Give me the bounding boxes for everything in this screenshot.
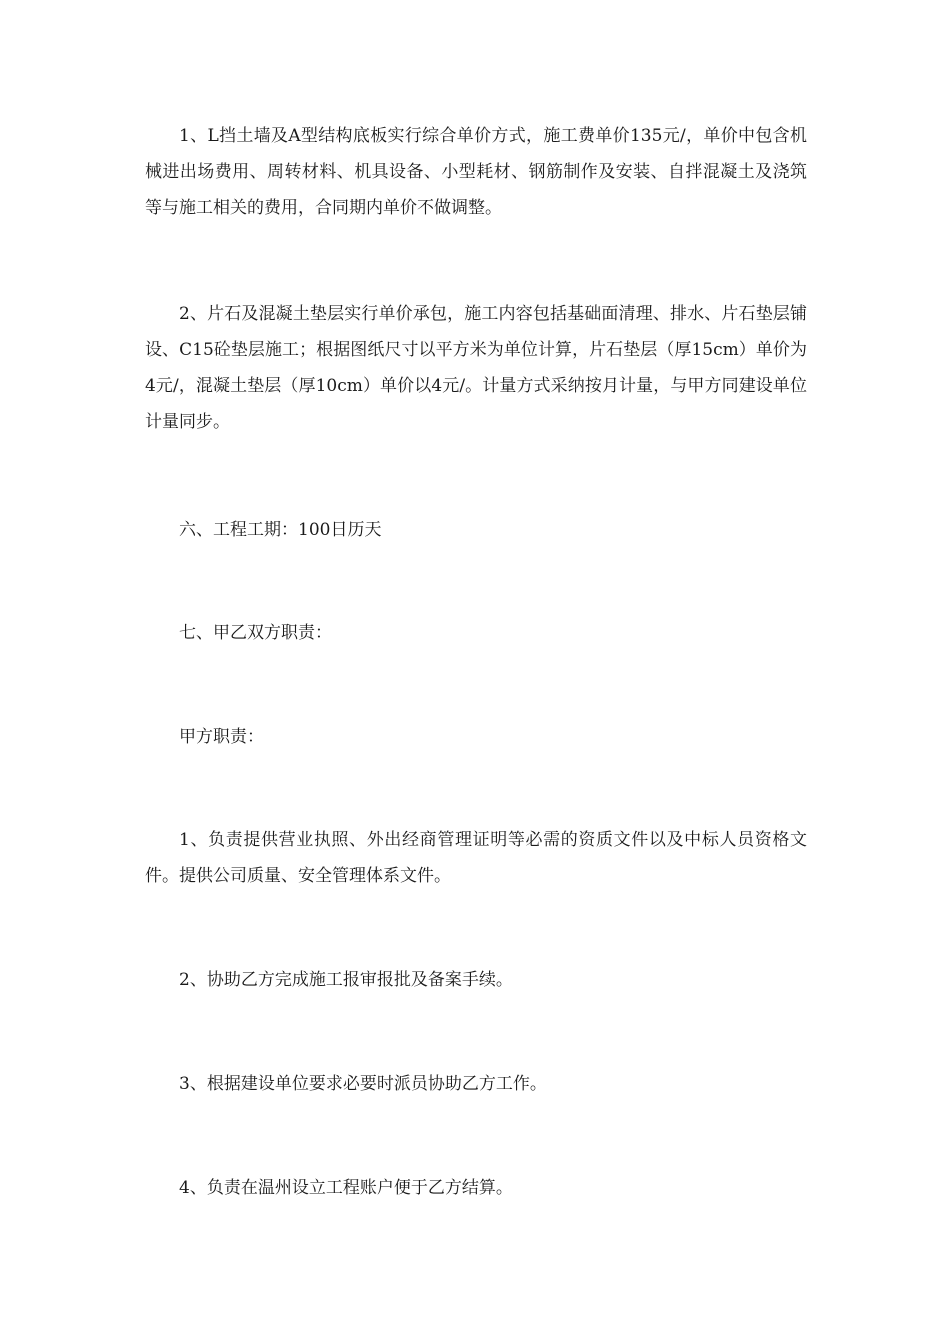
section-construction-period: 六、工程工期：100日历天 (179, 520, 382, 540)
party-a-duty-1: 1、负责提供营业执照、外出经商管理证明等必需的资质文件以及中标人员资格文件。提供公司质量、安全管理体系文件。 (145, 830, 807, 886)
paragraph-unit-price-retaining-wall: 1、L挡土墙及A型结构底板实行综合单价方式，施工费单价135元/，单价中包含机械进出场费用、周转材料、机具设备、小型耗材、钢筋制作及安装、自拌混凝土及浇筑等与施工相关的费用，合同期内单价不做调整。 (145, 126, 807, 218)
paragraph-unit-price-cushion-layer: 2、片石及混凝土垫层实行单价承包，施工内容包括基础面清理、排水、片石垫层铺设、C15砼垫层施工；根据图纸尺寸以平方米为单位计算，片石垫层（厚15cm）单价为4元/，混凝土垫层（厚10cm）单价以4元/。计量方式采纳按月计量，与甲方同建设单位计量同步。 (145, 304, 807, 432)
section-responsibilities-heading: 七、甲乙双方职责： (179, 623, 332, 643)
party-a-duty-4: 4、负责在温州设立工程账户便于乙方结算。 (179, 1178, 513, 1198)
party-a-responsibilities-heading: 甲方职责： (179, 727, 264, 747)
party-a-duty-3: 3、根据建设单位要求必要时派员协助乙方工作。 (179, 1074, 547, 1094)
party-a-duty-2: 2、协助乙方完成施工报审报批及备案手续。 (179, 970, 513, 990)
